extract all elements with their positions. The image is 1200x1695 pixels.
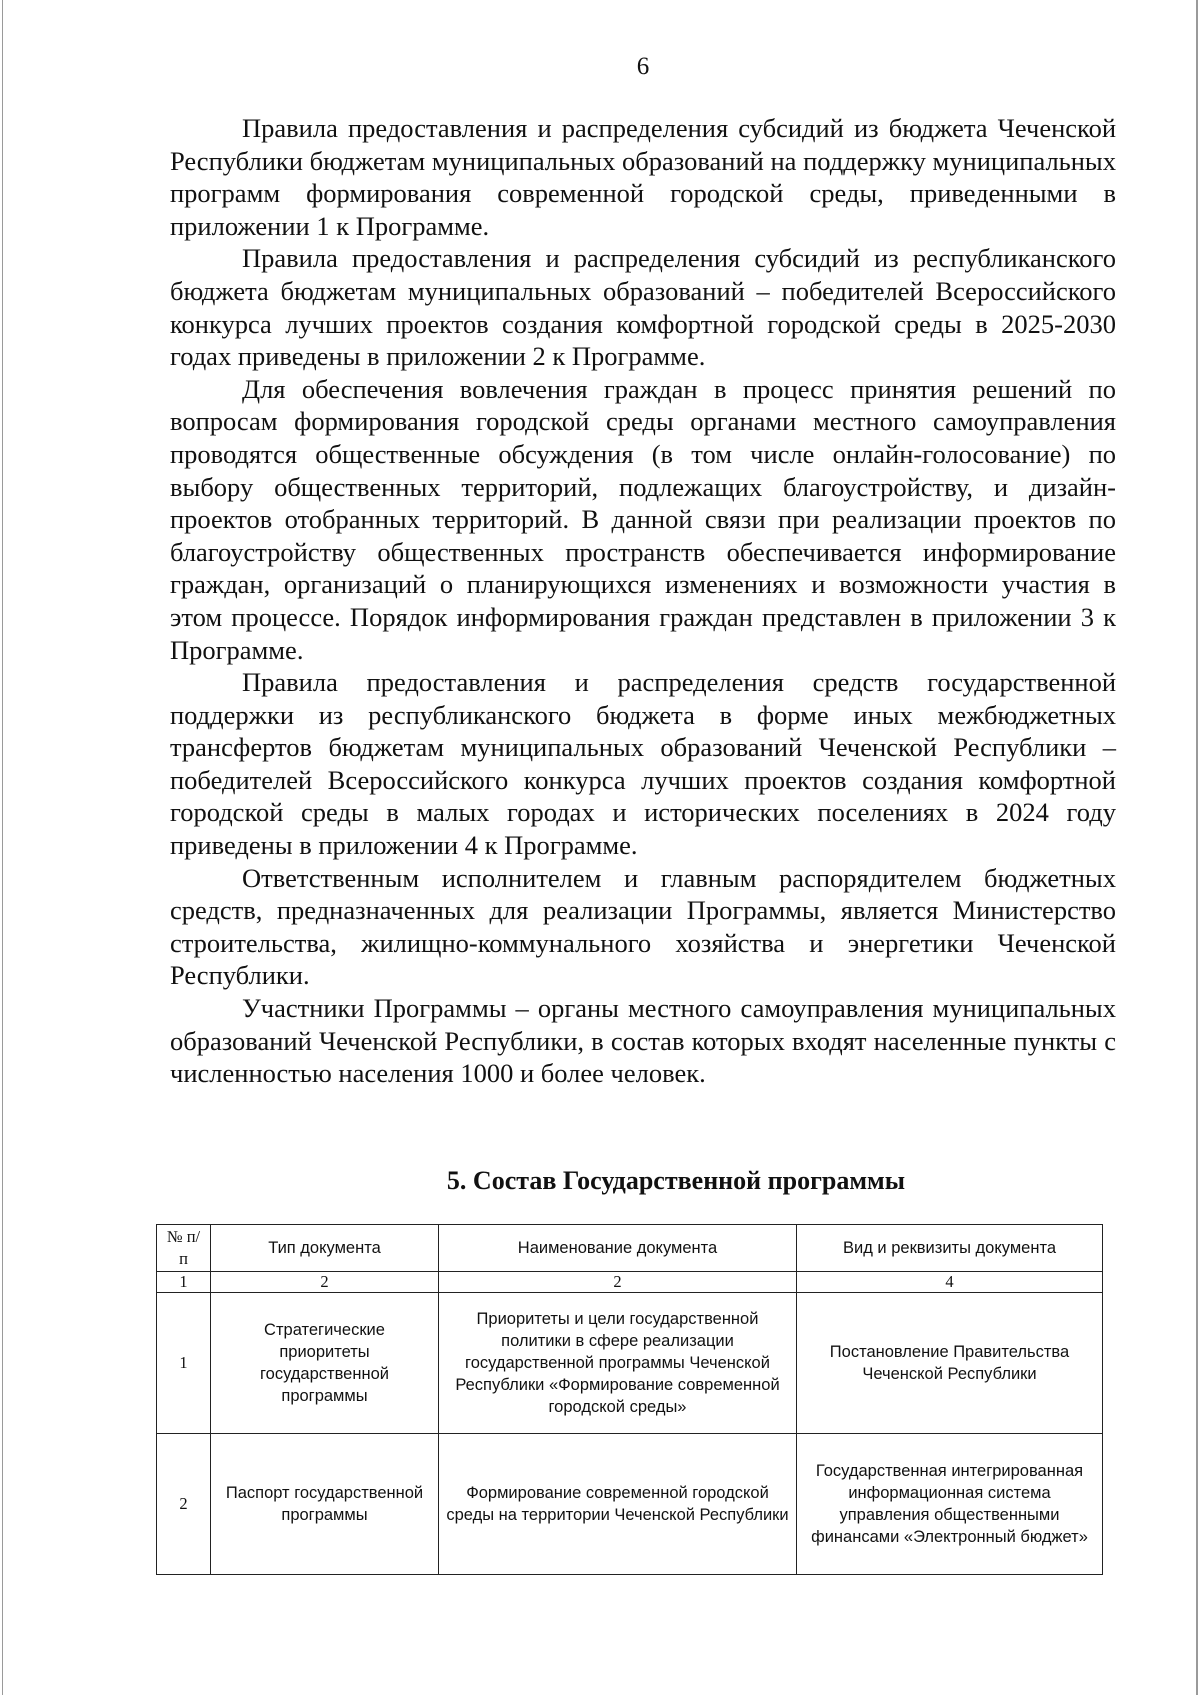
program-composition-table [156, 1224, 1103, 1575]
row-doc-name: Приоритеты и цели государственной политики в сфере реализации государственной программы Чеченской Республики «Формирование современной городской среды» [439, 1293, 797, 1434]
table-row [157, 1434, 1103, 1575]
page-number: 6 [636, 53, 650, 80]
header-doc-details: Вид и реквизиты документа [797, 1225, 1103, 1272]
paragraph-subsidy-rules: Правила предоставления и распределения субсидий из бюджета Чеченской Республики бюджетам муниципальных образований на поддержку муниципальных программ формирования современной городской среды, приведенными в приложении 1 к Программе. [170, 113, 1116, 241]
row-doc-details: Государственная интегрированная информационная система управления общественными финансами «Электронный бюджет» [797, 1434, 1103, 1575]
column-number: 1 [157, 1272, 211, 1293]
row-doc-type: Паспорт государственной программы [211, 1434, 439, 1575]
column-number: 4 [797, 1272, 1103, 1293]
header-doc-type: Тип документа [211, 1225, 439, 1272]
header-index: № п/п [157, 1225, 211, 1272]
table-column-numbers-row [157, 1272, 1103, 1293]
header-doc-name: Наименование документа [439, 1225, 797, 1272]
scan-edge-right [1196, 0, 1198, 1695]
scan-edge-left [2, 0, 3, 1695]
row-doc-details: Постановление Правительства Чеченской Республики [797, 1293, 1103, 1434]
paragraph-contest-subsidy-rules: Правила предоставления и распределения субсидий из республиканского бюджета бюджетам муниципальных образований – победителей Всероссийского конкурса лучших проектов создания комфортной городской среды в 2025-2030 годах приведены в приложении 2 к Программе. [170, 243, 1116, 372]
section-heading: 5. Состав Государственной программы [446, 1166, 906, 1195]
paragraph-small-towns-transfers: Правила предоставления и распределения средств государственной поддержки из республиканского бюджета в форме иных межбюджетных трансфертов бюджетам муниципальных образований Чеченской Республики – победителей Всероссийского конкурса лучших проектов создания комфортной городской среды в малых городах и исторических поселениях в 2024 году приведены в приложении 4 к Программе. [170, 667, 1116, 861]
table-row [157, 1293, 1103, 1434]
column-number: 2 [211, 1272, 439, 1293]
table-header-row [157, 1225, 1103, 1272]
row-index: 2 [157, 1434, 211, 1575]
row-index: 1 [157, 1293, 211, 1434]
paragraph-program-participants: Участники Программы – органы местного самоуправления муниципальных образований Чеченской Республики, в состав которых входят населенные пункты с численностью населения 1000 и более человек. [170, 993, 1116, 1089]
paragraph-responsible-executor: Ответственным исполнителем и главным распорядителем бюджетных средств, предназначенных для реализации Программы, является Министерство строительства, жилищно-коммунального хозяйства и энергетики Чеченской Республики. [170, 862, 1116, 991]
paragraph-public-discussion: Для обеспечения вовлечения граждан в процесс принятия решений по вопросам формирования городской среды органами местного самоуправления проводятся общественные обсуждения (в том числе онлайн-голосование) по выбору общественных территорий, подлежащих благоустройству, и дизайн-проектов отобранных территорий. В данной связи при реализации проектов по благоустройству общественных пространств обеспечивается информирование граждан, организаций о планирующихся изменениях и возможности участия в этом процессе. Порядок информирования граждан представлен в приложении 3 к Программе. [170, 373, 1116, 665]
column-number: 2 [439, 1272, 797, 1293]
row-doc-name: Формирование современной городской среды на территории Чеченской Республики [439, 1434, 797, 1575]
body-text [170, 112, 1116, 1090]
row-doc-type: Стратегические приоритеты государственной программы [211, 1293, 439, 1434]
